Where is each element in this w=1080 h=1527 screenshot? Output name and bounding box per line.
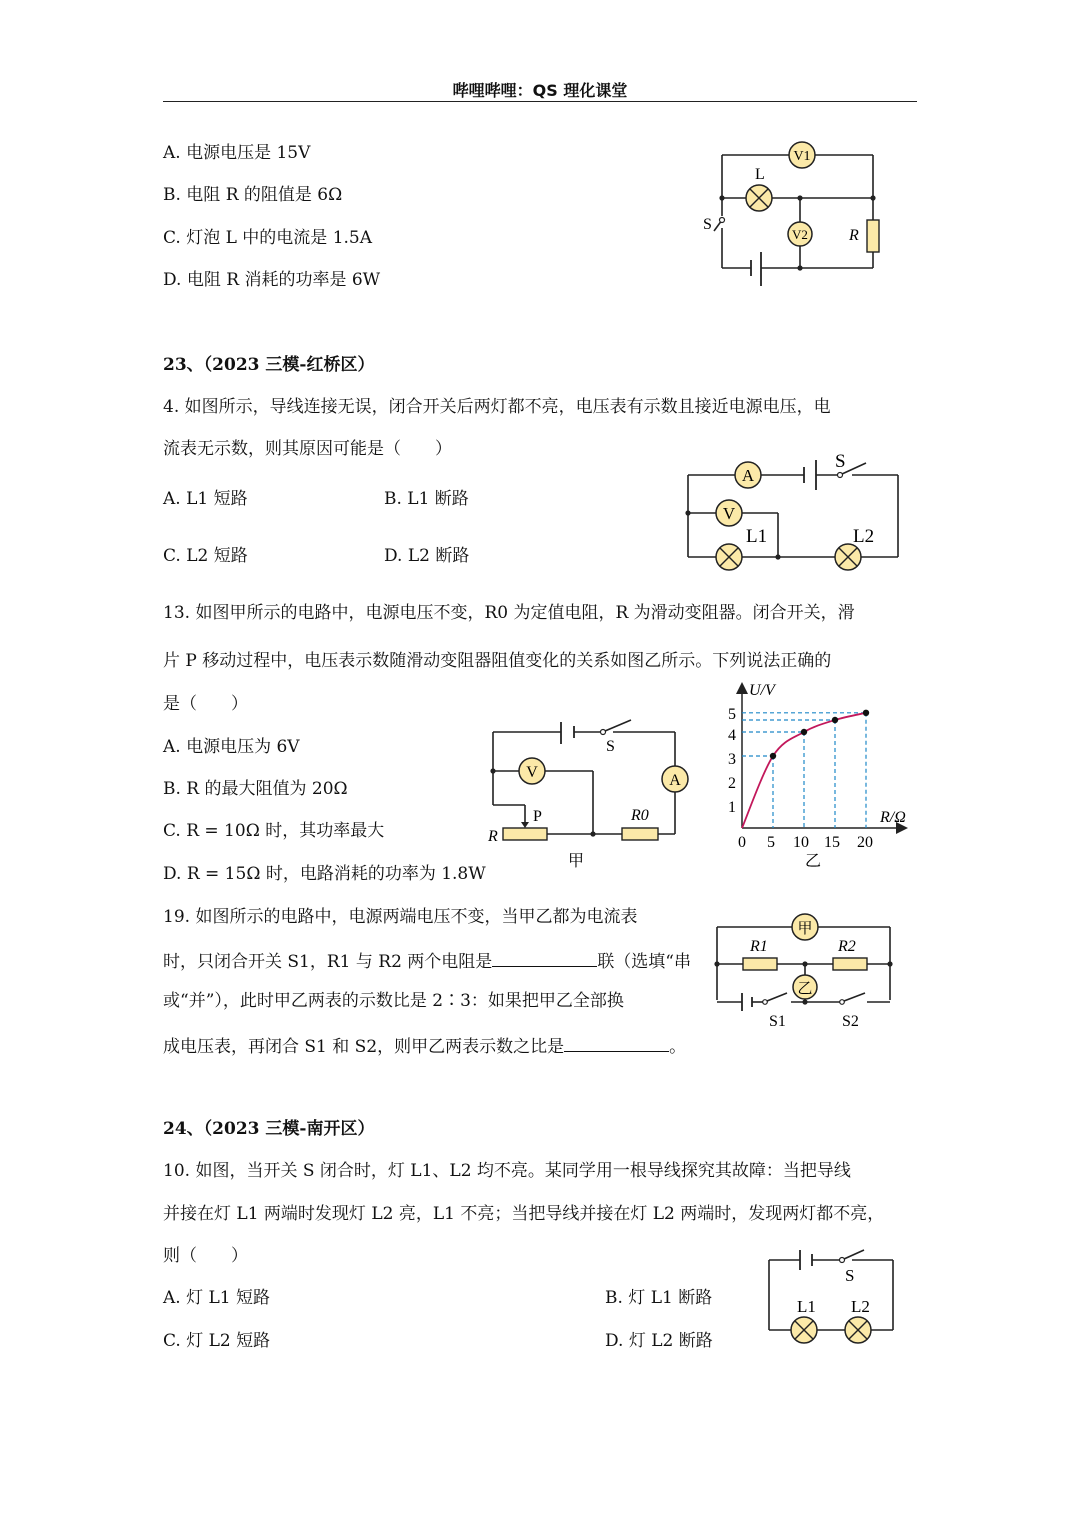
q4-line-2: 流表无示数，则其原因可能是（ ） — [163, 439, 452, 459]
node-dot — [490, 768, 495, 773]
option-b: B. 电阻 R 的阻值是 6Ω — [163, 185, 343, 205]
q10-option-b: B. 灯 L1 断路 — [605, 1288, 713, 1308]
answer-blank-1[interactable] — [492, 948, 597, 967]
switch-pivot — [720, 218, 725, 223]
q10-line-2: 并接在灯 L1 两端时发现灯 L2 亮，L1 不亮；当把导线并接在灯 L2 两端时，发现两灯都不亮， — [163, 1204, 885, 1224]
lamp-l2-label: L2 — [851, 1297, 870, 1316]
switch-s-label: S — [703, 216, 712, 233]
node-dot — [797, 195, 802, 200]
node-dot — [685, 510, 690, 515]
option-d: D. 电阻 R 消耗的功率是 6W — [163, 270, 381, 290]
voltmeter-v — [519, 758, 545, 784]
resistor-r0-label: R0 — [631, 807, 649, 824]
q19-line-2-pre: 时，只闭合开关 S1，R1 与 R2 两个电阻是 — [163, 952, 493, 972]
resistor-r0 — [622, 828, 658, 840]
meter-yi-label: 乙 — [797, 981, 813, 997]
circuit-wires — [722, 155, 873, 268]
circuit-figure-jia — [485, 710, 700, 875]
figure-yi-caption: 乙 — [805, 853, 822, 870]
x-tick-label: 20 — [857, 834, 873, 851]
circuit-figure-23 — [680, 450, 910, 575]
lamp-l2-icon — [835, 544, 861, 570]
rheostat-r-label: R — [488, 828, 498, 845]
q13-option-c: C. R = 10Ω 时，其功率最大 — [163, 821, 385, 841]
q4-option-b: B. L1 断路 — [384, 489, 469, 509]
q19-line-2-post: 联（选填“串 — [597, 952, 692, 972]
y-axis-label: U/V — [749, 682, 775, 699]
battery-icon — [800, 1250, 812, 1270]
q4-option-d: D. L2 断路 — [384, 546, 470, 566]
x-tick-label: 5 — [767, 834, 775, 851]
y-tick-label: 5 — [728, 706, 736, 723]
section-24-title: 24、（2023 三模-南开区） — [163, 1119, 375, 1139]
slider-p-label: P — [533, 808, 542, 825]
q4-option-a: A. L1 短路 — [163, 489, 248, 509]
q13-line-1: 13. 如图甲所示的电路中，电源电压不变，R0 为定值电阻，R 为滑动变阻器。闭合开关，滑 — [163, 603, 855, 623]
option-c: C. 灯泡 L 中的电流是 1.5A — [163, 228, 373, 248]
q10-line-1: 10. 如图，当开关 S 闭合时，灯 L1、L2 均不亮。某同学用一根导线探究其故障：当把导线 — [163, 1161, 851, 1181]
node-dot — [714, 961, 719, 966]
data-point — [832, 717, 838, 723]
q19-line-4 — [163, 1033, 686, 1058]
lamp-l1-icon — [716, 544, 742, 570]
q19-line-4-post: 。 — [669, 1037, 687, 1057]
lamp-l-icon — [746, 185, 772, 211]
ammeter-a-label: A — [741, 466, 755, 485]
ammeter-a-label: A — [669, 772, 681, 789]
q4-option-c: C. L2 短路 — [163, 546, 248, 566]
x-tick-label: 10 — [793, 834, 809, 851]
y-tick-label: 3 — [728, 751, 736, 768]
rheostat-r — [503, 828, 547, 840]
q19-line-1: 19. 如图所示的电路中，电源两端电压不变，当甲乙都为电流表 — [163, 907, 638, 927]
resistor-r1 — [743, 958, 777, 970]
meter-jia — [792, 914, 818, 940]
node-dot — [719, 195, 724, 200]
node-dot — [797, 265, 802, 270]
voltmeter-v1-label: V1 — [793, 149, 811, 164]
q13-line-2: 片 P 移动过程中，电压表示数随滑动变阻器阻值变化的关系如图乙所示。下列说法正确的 — [163, 651, 832, 671]
resistor-r — [867, 220, 879, 252]
meter-jia-label: 甲 — [797, 921, 813, 937]
y-tick-label: 2 — [728, 775, 736, 792]
section-23-title: 23、（2023 三模-红桥区） — [163, 355, 375, 375]
lamp-l2-icon — [845, 1317, 871, 1343]
u-r-chart — [720, 678, 920, 873]
switch-s2-label: S2 — [842, 1013, 859, 1030]
node-dot — [870, 195, 875, 200]
x-axis-label: R/Ω — [880, 809, 906, 826]
circuit-figure-24 — [760, 1240, 905, 1345]
voltmeter-v2-label: V2 — [792, 227, 808, 242]
q10-option-d: D. 灯 L2 断路 — [605, 1331, 713, 1351]
option-a: A. 电源电压是 15V — [163, 143, 311, 163]
q13-option-a: A. 电源电压为 6V — [163, 737, 300, 757]
node-dot — [802, 999, 807, 1004]
ammeter-a — [735, 462, 761, 488]
battery-icon — [804, 460, 816, 490]
node-dot — [590, 831, 595, 836]
q13-line-3: 是（ ） — [163, 694, 248, 714]
voltmeter-v1 — [789, 142, 815, 168]
lamp-l1-icon — [791, 1317, 817, 1343]
data-point — [863, 710, 869, 716]
header-rule — [163, 101, 917, 102]
battery-icon — [742, 993, 752, 1011]
lamp-l2-label: L2 — [853, 526, 875, 547]
answer-blank-2[interactable] — [564, 1033, 669, 1052]
resistor-r2-label: R2 — [838, 938, 856, 955]
switch-s2 — [840, 993, 865, 1004]
switch-s1-label: S1 — [769, 1013, 786, 1030]
x-tick-label: 15 — [824, 834, 840, 851]
lamp-l1-label: L1 — [746, 526, 768, 547]
ammeter-a — [662, 766, 688, 792]
voltmeter-v-label: V — [526, 764, 538, 781]
q10-option-a: A. 灯 L1 短路 — [163, 1288, 270, 1308]
q10-option-c: C. 灯 L2 短路 — [163, 1331, 271, 1351]
data-point — [801, 729, 807, 735]
x-tick-label: 0 — [738, 834, 746, 851]
y-tick-label: 1 — [728, 799, 736, 816]
q4-line-1: 4. 如图所示，导线连接无误，闭合开关后两灯都不亮，电压表有示数且接近电源电压，电 — [163, 397, 831, 417]
circuit-figure-1 — [700, 138, 900, 293]
voltmeter-v2 — [788, 222, 812, 246]
circuit-figure-19 — [705, 905, 905, 1035]
voltmeter-v — [716, 500, 742, 526]
y-tick-label: 4 — [728, 727, 736, 744]
node-dot — [802, 961, 807, 966]
resistor-r1-label: R1 — [750, 938, 768, 955]
q19-line-4-pre: 成电压表，再闭合 S1 和 S2，则甲乙两表示数之比是 — [163, 1037, 565, 1057]
q10-line-3: 则（ ） — [163, 1246, 248, 1266]
q19-line-3: 或“并”），此时甲乙两表的示数比是 2∶3：如果把甲乙全部换 — [163, 991, 624, 1011]
page-header: 哔哩哔哩：QS 理化课堂 — [452, 81, 628, 100]
meter-yi — [793, 975, 817, 999]
q13-option-b: B. R 的最大阻值为 20Ω — [163, 779, 348, 799]
resistor-r-label: R — [849, 227, 859, 244]
switch-s-label: S — [835, 451, 846, 472]
lamp-l1-label: L1 — [797, 1297, 816, 1316]
q19-line-2 — [163, 948, 691, 973]
voltmeter-v-label: V — [722, 504, 736, 523]
lamp-l-label: L — [755, 166, 765, 183]
figure-jia-caption: 甲 — [568, 853, 585, 870]
battery-icon — [561, 722, 574, 744]
switch-s-label: S — [845, 1266, 855, 1285]
node-dot — [887, 961, 892, 966]
data-point — [770, 753, 776, 759]
switch-s1 — [763, 993, 787, 1004]
switch-s-label: S — [606, 738, 615, 755]
resistor-r2 — [833, 958, 867, 970]
node-dot — [775, 554, 780, 559]
battery-icon — [751, 252, 761, 286]
q13-option-d: D. R = 15Ω 时，电路消耗的功率为 1.8W — [163, 864, 486, 884]
